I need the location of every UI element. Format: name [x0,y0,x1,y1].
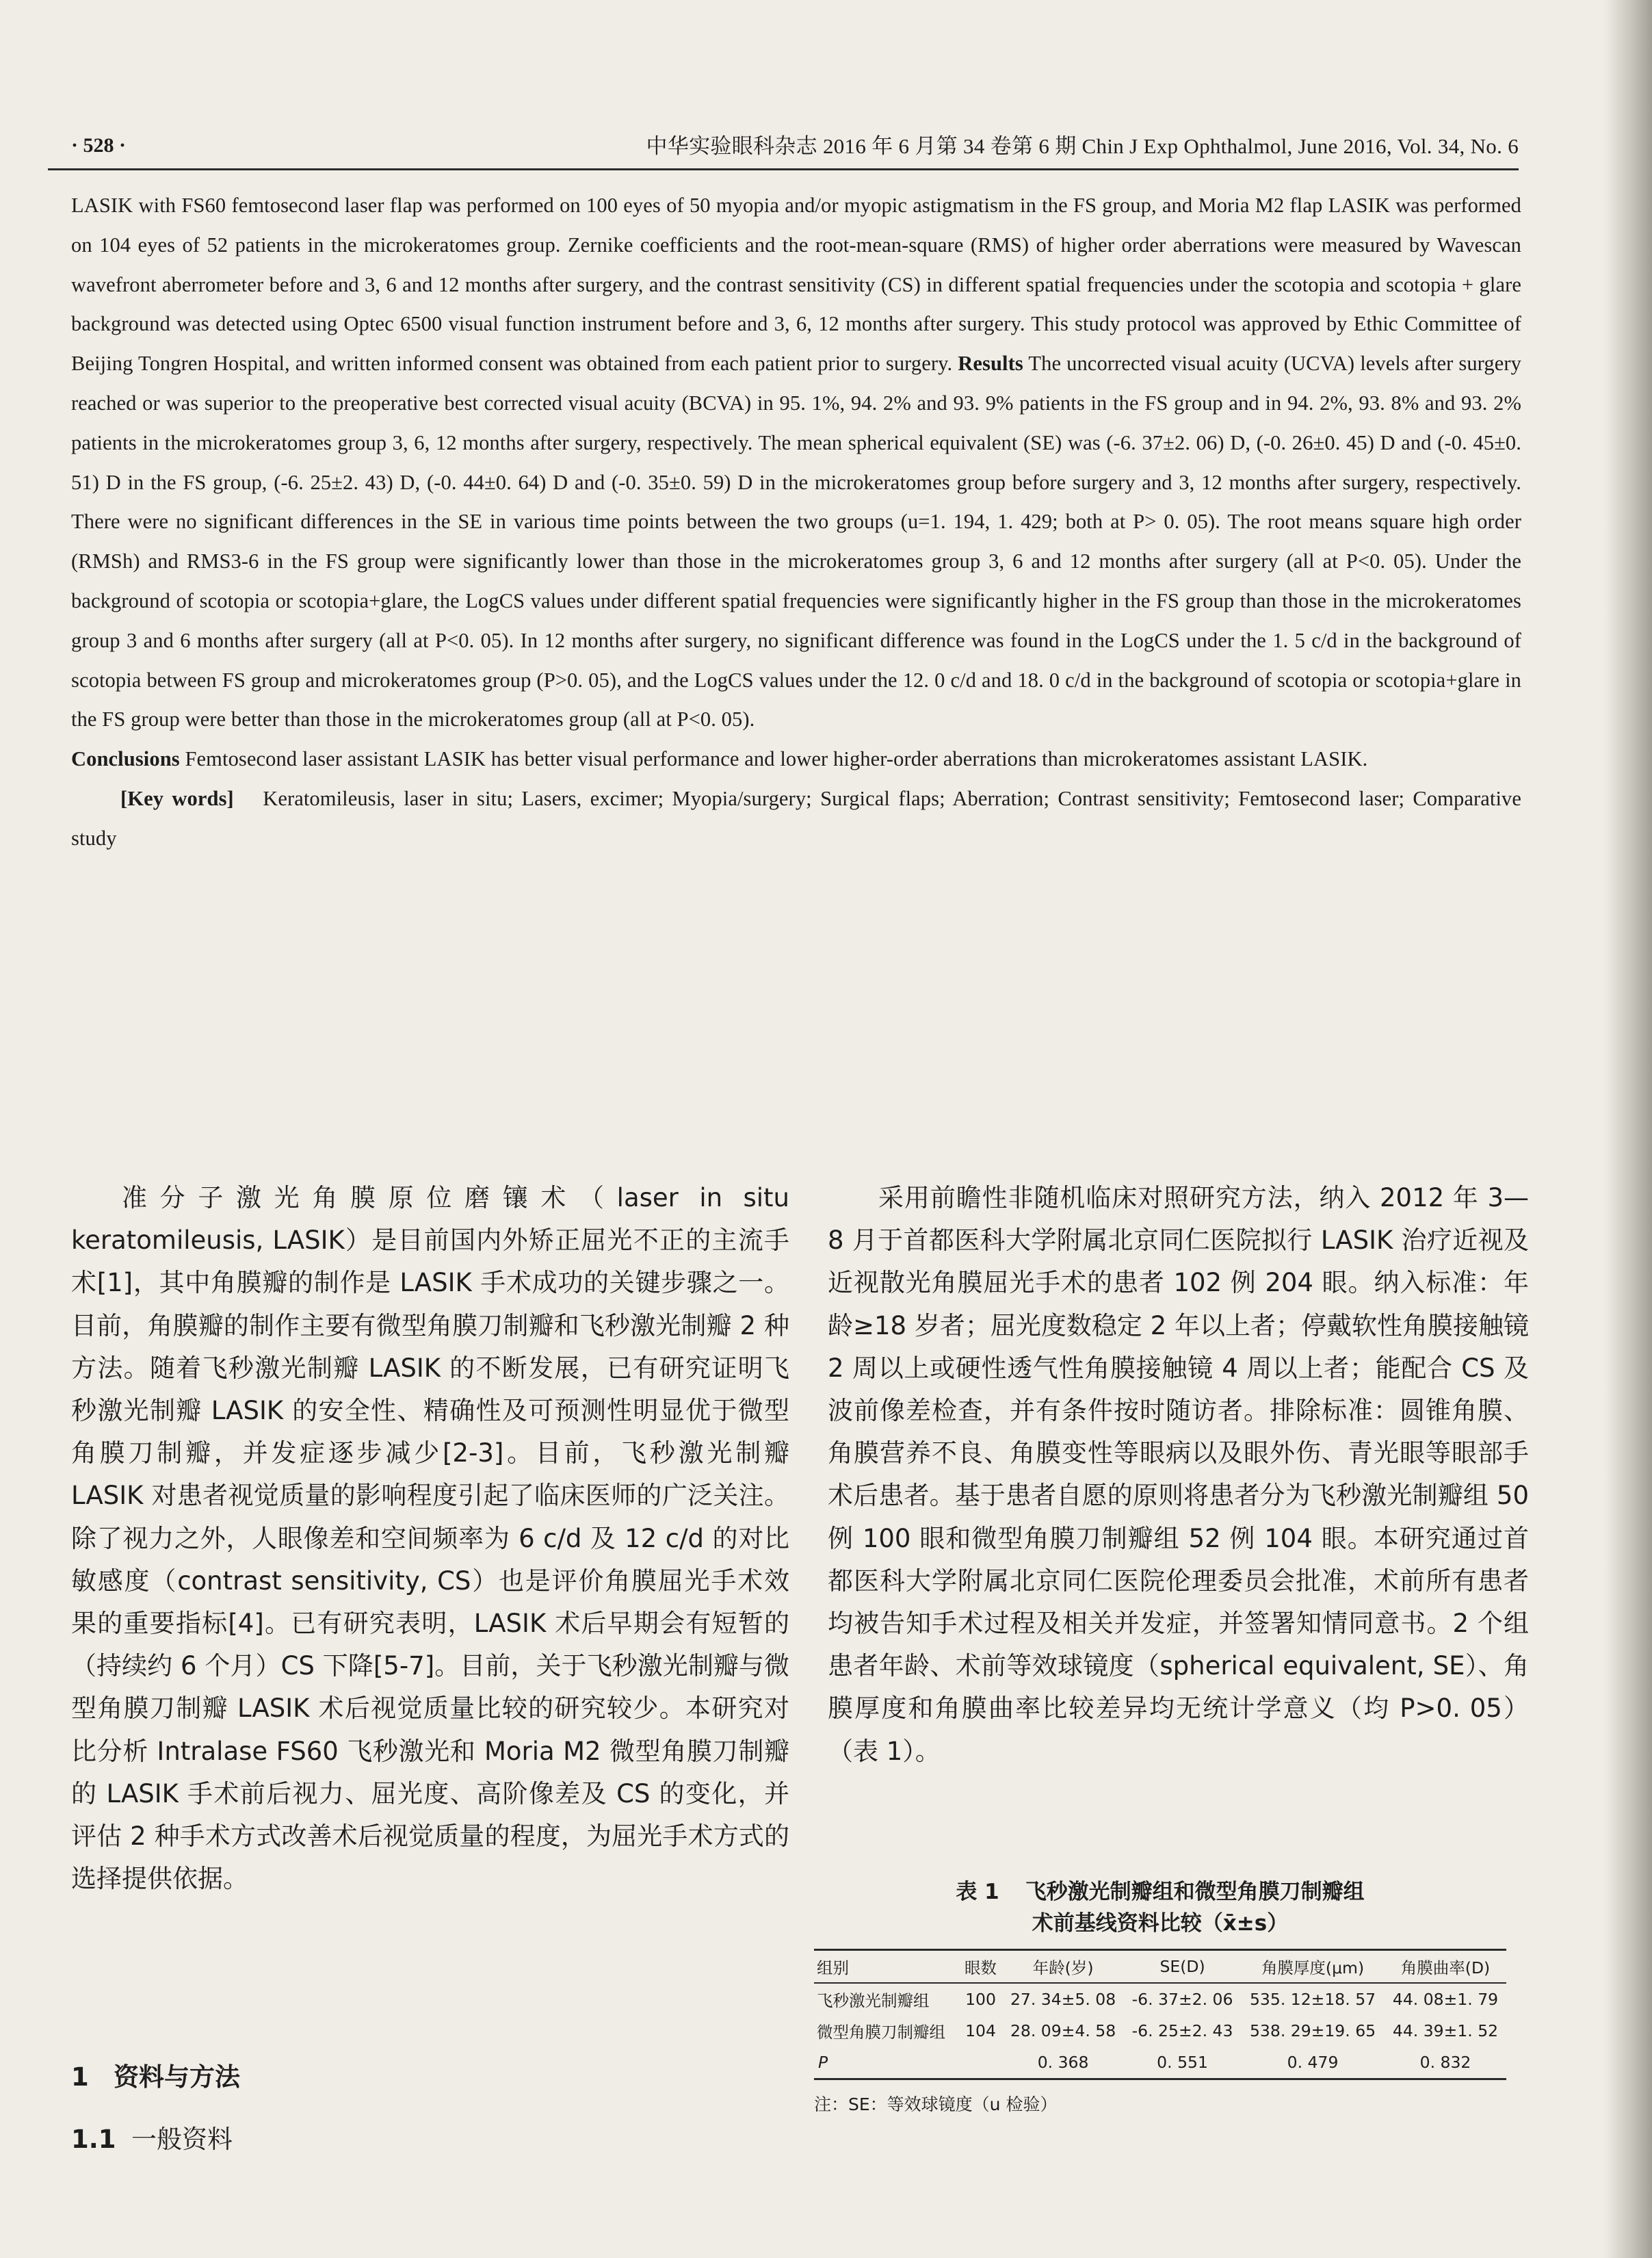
left-column [71,1177,789,1900]
conclusions-text: Femtosecond laser assistant LASIK has better visual performance and lower higher-order aberrations than microkeratomes assistant LASIK. [185,747,1368,771]
table-cell: 27. 34±5. 08 [1010,1990,1116,2009]
table-cell: 0. 368 [1037,2053,1089,2072]
col-header: 角膜厚度(μm) [1261,1958,1365,1977]
abstract-conclusions [71,740,1521,779]
table-number: 表 1 [956,1880,999,1904]
table-cell: -6. 25±2. 43 [1131,2021,1233,2040]
keywords-label: [Key words] [120,786,234,810]
table-cell: 44. 08±1. 79 [1392,1990,1499,2009]
section-title: 资料与方法 [114,2062,240,2092]
table-row-p-value [814,2047,1506,2079]
page-spine-shadow [1604,0,1652,2258]
table-1 [814,1876,1506,2116]
keywords [71,779,1521,859]
table-cell: 535. 12±18. 57 [1249,1990,1376,2009]
col-header: SE(D) [1159,1957,1205,1976]
table-cell: 100 [965,1990,996,2009]
table-cell: 44. 39±1. 52 [1392,2021,1499,2040]
keywords-text: Keratomileusis, laser in situ; Lasers, excimer; Myopia/surgery; Surgical flaps; Aberration; Contrast sensitivity; Femtosecond laser; Comparative study [71,786,1522,850]
subsection-title: 一般资料 [131,2125,233,2154]
baseline-table [814,1949,1506,2080]
table-cell: P [818,2053,828,2072]
right-column [828,1177,1529,1773]
abstract-methods: LASIK with FS60 femtosecond laser flap was performed on 100 eyes of 50 myopia and/or myopic astigmatism in the FS group, and Moria M2 flap LASIK was performed on 104 eyes of 52 patients in the microkeratomes group. Zernike coefficients and the root-mean-square (RMS) of higher order aberrations were measured by Wavescan wavefront aberrometer before and 3, 6 and 12 months after surgery, and the contrast sensitivity (CS) in different spatial frequencies under the scotopia and scotopia + glare background was detected using Optec 6500 visual function instrument before and 3, 6, 12 months after surgery. This study protocol was approved by Ethic Committee of Beijing Tongren Hospital, and written informed consent was obtained from each patient prior to surgery. [71,194,1521,376]
table-cell: 0. 832 [1419,2053,1471,2072]
abstract-body [71,186,1521,740]
journal-citation: 中华实验眼科杂志 2016 年 6 月第 34 卷第 6 期 Chin J Exp Ophthalmol, June 2016, Vol. 34, No. 6 [646,134,1519,158]
running-header [48,129,1519,170]
introduction-paragraph: 准分子激光角膜原位磨镶术（laser in situ keratomileusis, LASIK）是目前国内外矫正屈光不正的主流手术[1]，其中角膜瓣的制作是 LASIK 手术成功的关键步骤之一。目前，角膜瓣的制作主要有微型角膜刀制瓣和飞秒激光制瓣 2 种方法。随着飞秒激光制瓣 LASIK 的不断发展，已有研究证明飞秒激光制瓣 LASIK 的安全性、精确性及可预测性明显优于微型角膜刀制瓣，并发症逐步减少[2-3]。目前，飞秒激光制瓣 LASIK 对患者视觉质量的影响程度引起了临床医师的广泛关注。除了视力之外，人眼像差和空间频率为 6 c/d 及 12 c/d 的对比敏感度（contrast sensitivity, CS）也是评价角膜屈光手术效果的重要指标[4]。已有研究表明，LASIK 术后早期会有短暂的（持续约 6 个月）CS 下降[5-7]。目前，关于飞秒激光制瓣与微型角膜刀制瓣 LASIK 术后视觉质量比较的研究较少。本研究对比分析 Intralase FS60 飞秒激光和 Moria M2 微型角膜刀制瓣的 LASIK 手术前后视力、屈光度、高阶像差及 CS 的变化，并评估 2 种手术方式改善术后视觉质量的程度，为屈光手术方式的选择提供依据。 [71,1183,789,1894]
table-header-row [814,1950,1506,1984]
col-header: 组别 [817,1958,849,1977]
table-cell: -6. 37±2. 06 [1131,1990,1233,2009]
subsection-number: 1.1 [71,2125,116,2154]
table-cell: 104 [965,2021,996,2040]
table-title-line1: 飞秒激光制瓣组和微型角膜刀制瓣组 [1025,1880,1365,1904]
table-cell: 0. 551 [1157,2053,1208,2072]
section-number: 1 [71,2062,89,2092]
col-header: 角膜曲率(D) [1400,1958,1491,1977]
header-rule [48,168,1519,170]
table-cell: 0. 479 [1287,2053,1339,2072]
english-abstract [71,186,1521,859]
results-label: Results [958,352,1023,376]
table-note: 注：SE：等效球镜度（u 检验） [814,2094,1058,2114]
table-caption [814,1876,1506,1939]
page-number: · 528 · [71,134,127,157]
table-cell: 538. 29±19. 65 [1249,2021,1376,2040]
table-cell: 飞秒激光制瓣组 [817,1991,930,2010]
table-row [814,1983,1506,2015]
col-header: 眼数 [965,1958,997,1977]
section-heading-1 [71,2056,240,2093]
subsection-heading-1-1 [71,2118,233,2155]
conclusions-label: Conclusions [71,747,180,771]
table-title-line2: 术前基线资料比较（x̄±s） [1032,1911,1289,1936]
table-row [814,2015,1506,2047]
table-cell [959,2047,1002,2079]
methods-paragraph: 采用前瞻性非随机临床对照研究方法，纳入 2012 年 3—8 月于首都医科大学附属北京同仁医院拟行 LASIK 治疗近视及近视散光角膜屈光手术的患者 102 例 204 眼。纳入标准：年龄≥18 岁者；屈光度数稳定 2 年以上者；停戴软性角膜接触镜 2 周以上或硬性透气性角膜接触镜 4 周以上者；能配合 CS 及波前像差检查，并有条件按时随访者。排除标准：圆锥角膜、角膜营养不良、角膜变性等眼病以及眼外伤、青光眼等眼部手术后患者。基于患者自愿的原则将患者分为飞秒激光制瓣组 50 例 100 眼和微型角膜刀制瓣组 52 例 104 眼。本研究通过首都医科大学附属北京同仁医院伦理委员会批准，术前所有患者均被告知手术过程及相关并发症，并签署知情同意书。2 个组患者年龄、术前等效球镜度（spherical equivalent, SE）、角膜厚度和角膜曲率比较差异均无统计学意义（均 P>0. 05）（表 1）。 [828,1183,1529,1766]
abstract-results: The uncorrected visual acuity (UCVA) levels after surgery reached or was superior to the preoperative best corrected visual acuity (BCVA) in 95. 1%, 94. 2% and 93. 9% patients in the FS group and in 94. 2%, 93. 8% and 93. 2% patients in the microkeratomes group 3, 6, 12 months after surgery, respectively. The mean spherical equivalent (SE) was (-6. 37±2. 06) D, (-0. 26±0. 45) D and (-0. 45±0. 51) D in the FS group, (-6. 25±2. 43) D, (-0. 44±0. 64) D and (-0. 35±0. 59) D in the microkeratomes group before surgery and 3, 12 months after surgery, respectively. There were no significant differences in the SE in various time points between the two groups (u=1. 194, 1. 429; both at P> 0. 05). The root means square high order (RMSh) and RMS3-6 in the FS group were significantly lower than those in the microkeratomes group 3, 6 and 12 months after surgery (all at P<0. 05). Under the background of scotopia or scotopia+glare, the LogCS values under different spatial frequencies were significantly higher in the FS group than those in the microkeratomes group 3 and 6 months after surgery (all at P<0. 05). In 12 months after surgery, no significant difference was found in the LogCS under the 1. 5 c/d in the background of scotopia between FS group and microkeratomes group (P>0. 05), and the LogCS values under the 12. 0 c/d and 18. 0 c/d in the background of scotopia or scotopia+glare in the FS group were better than those in the microkeratomes group (all at P<0. 05). [71,352,1521,731]
table-cell: 28. 09±4. 58 [1010,2021,1116,2040]
col-header: 年龄(岁) [1032,1958,1094,1977]
table-cell: 微型角膜刀制瓣组 [817,2023,945,2042]
